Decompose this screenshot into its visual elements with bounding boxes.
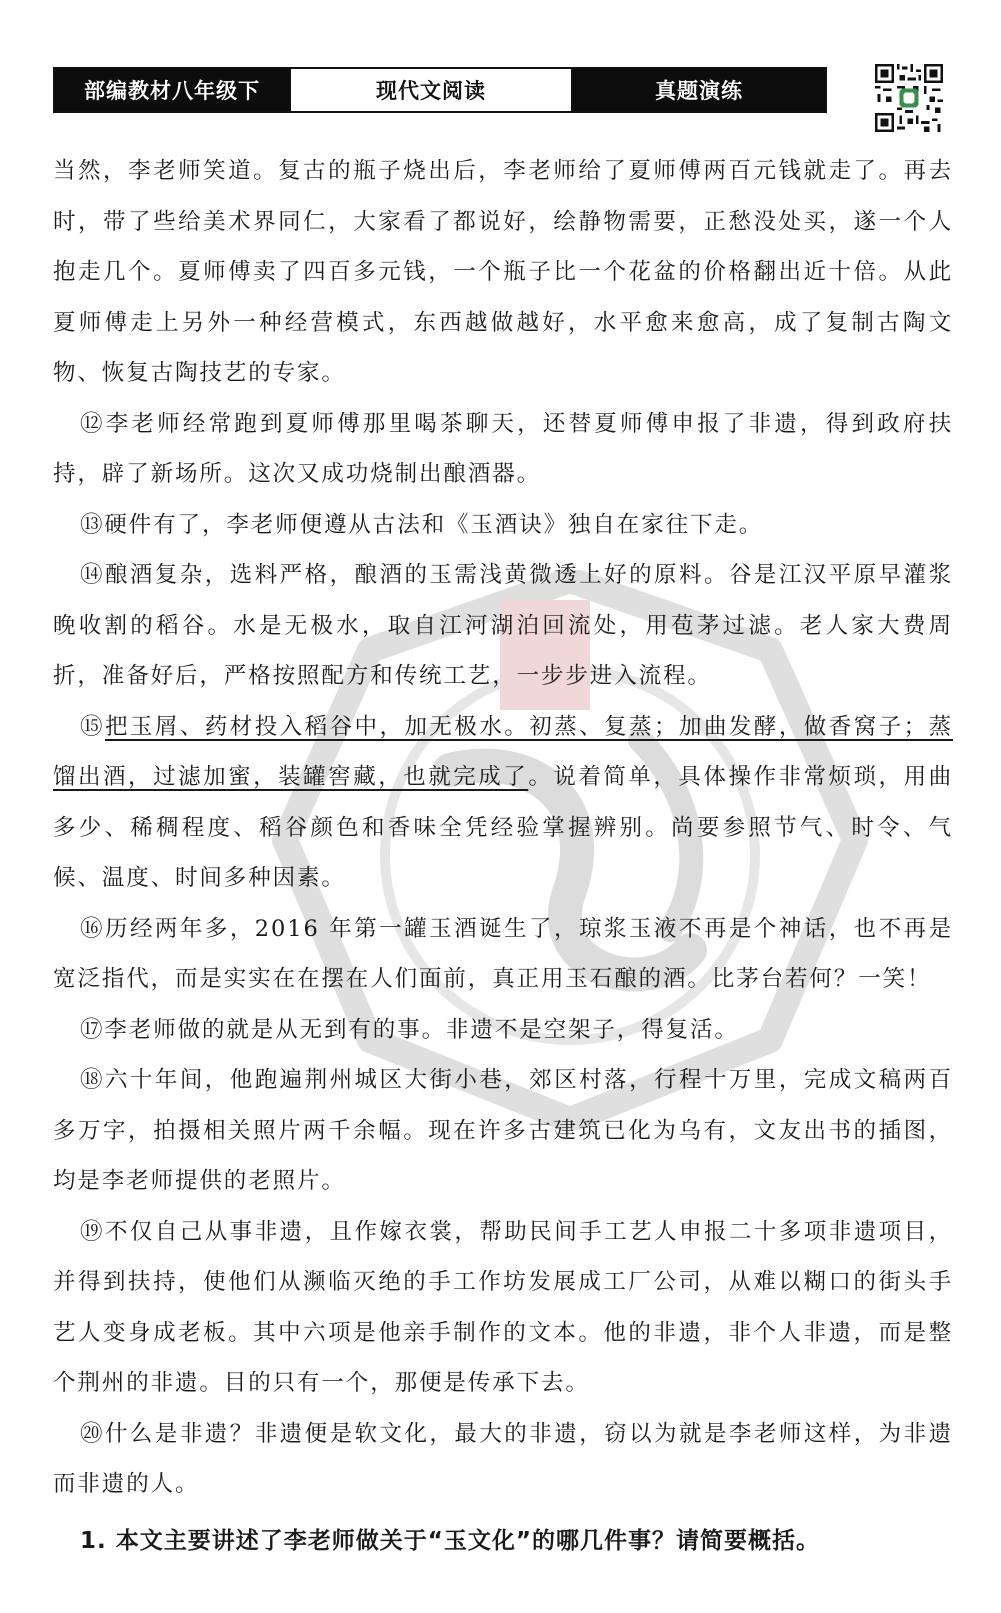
article-paragraph-12: ⑫李老师经常跑到夏师傅那里喝茶聊天，还替夏师傅申报了非遗，得到政府扶持，辟了新场所。这次又成功烧制出酿酒器。 — [53, 410, 953, 487]
article-body — [53, 146, 953, 1566]
article-paragraph-14: ⑭酿酒复杂，选料严格，酿酒的玉需浅黄微透上好的原料。谷是江汉平原早灌浆晚收割的稻谷。水是无极水，取自江河湖泊回流处，用苞茅过滤。老人家大费周折，准备好后，严格按照配方和传统工艺，一步步进入流程。 — [53, 562, 953, 689]
paragraph-15-number: ⑮ — [80, 713, 105, 740]
header-section-title: 现代文阅读 — [289, 69, 573, 111]
article-paragraph-20: ⑳什么是非遗？非遗便是软文化，最大的非遗，窃以为就是李老师这样，为非遗而非遗的人。 — [53, 1420, 953, 1497]
article-paragraph-continuation: 当然，李老师笑道。复古的瓶子烧出后，李老师给了夏师傅两百元钱就走了。再去时，带了些给美术界同仁，大家看了都说好，绘静物需要，正愁没处买，遂一个人抱走几个。夏师傅卖了四百多元钱，一个瓶子比一个花盆的价格翻出近十倍。从此夏师傅走上另外一种经营模式，东西越做越好，水平愈来愈高，成了复制古陶文物、恢复古陶技艺的专家。 — [53, 158, 953, 386]
underlined-sentence: 把玉屑、药材投入稻谷中，加无极水。初蒸、复蒸；加曲发酵，做香窝子；蒸馏出酒，过滤加蜜，装罐窖藏，也就完成了 — [53, 713, 953, 790]
header-grade-label: 部编教材八年级下 — [55, 69, 289, 111]
header-practice-label: 真题演练 — [573, 69, 825, 111]
header-bar — [53, 67, 827, 113]
article-paragraph-15 — [53, 702, 953, 904]
article-paragraph-18: ⑱六十年间，他跑遍荆州城区大街小巷，郊区村落，行程十万里，完成文稿两百多万字，拍摄相关照片两千余幅。现在许多古建筑已化为乌有，文友出书的插图，均是李老师提供的老照片。 — [53, 1067, 953, 1194]
article-paragraph-19: ⑲不仅自己从事非遗，且作嫁衣裳，帮助民间手工艺人申报二十多项非遗项目，并得到扶持，使他们从濒临灭绝的手工作坊发展成工厂公司，从难以糊口的街头手艺人变身成老板。其中六项是他亲手制作的文本。他的非遗，非个人非遗，而是整个荆州的非遗。目的只有一个，那便是传承下去。 — [53, 1218, 953, 1396]
question-1: 1. 本文主要讲述了李老师做关于“玉文化”的哪几件事？请简要概括。 — [80, 1527, 820, 1554]
article-paragraph-17: ⑰李老师做的就是从无到有的事。非遗不是空架子，得复活。 — [80, 1016, 739, 1043]
article-paragraph-13: ⑬硬件有了，李老师便遵从古法和《玉酒诀》独自在家往下走。 — [80, 511, 764, 538]
paragraph-15-rest: 。说着简单，具体操作非常烦琐，用曲多少、稀稠程度、稻谷颜色和香味全凭经验掌握辨别。尚要参照节气、时令、气候、温度、时间多种因素。 — [53, 764, 953, 891]
article-paragraph-16: ⑯历经两年多，2016 年第一罐玉酒诞生了，琼浆玉液不再是个神话，也不再是宽泛指代，而是实实在在摆在人们面前，真正用玉石酿的酒。比茅台若何？一笑！ — [53, 915, 953, 992]
qr-code-icon — [875, 64, 943, 132]
